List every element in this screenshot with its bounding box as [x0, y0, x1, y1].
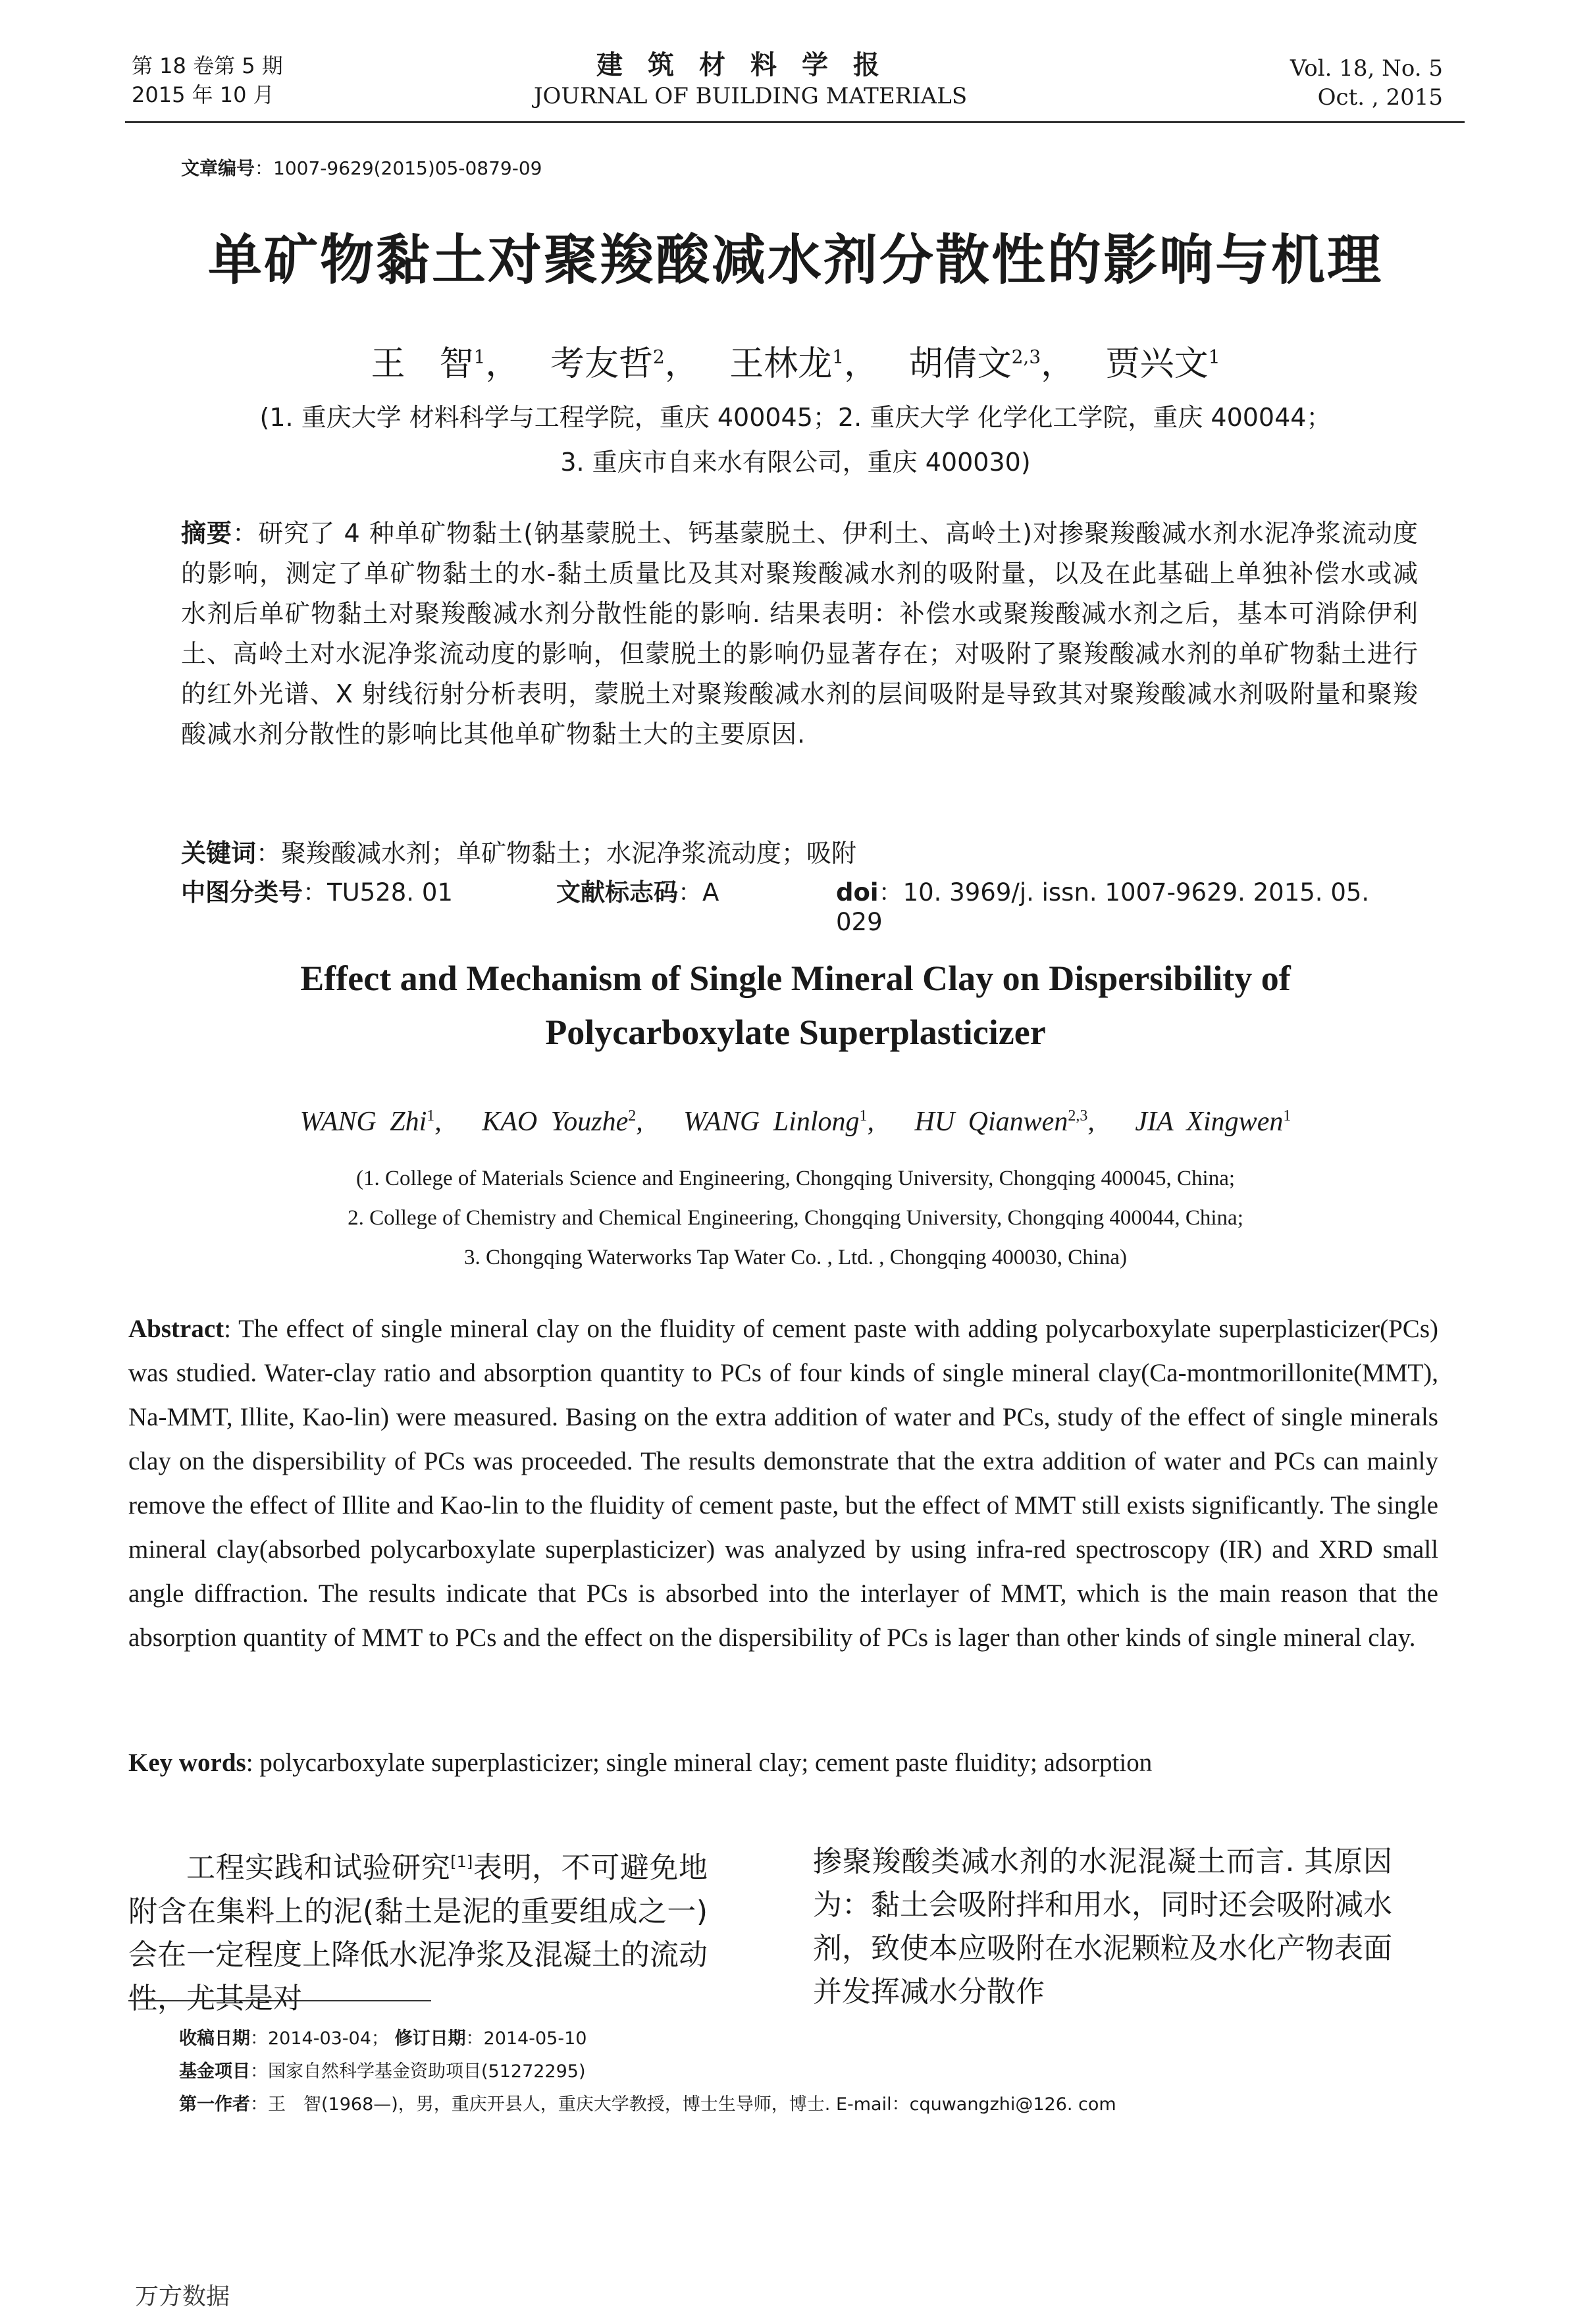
issue-info-en — [1290, 54, 1443, 112]
footnote-dates: 收稿日期：2014-03-04； 修订日期：2014-05-10 — [179, 2028, 587, 2049]
issue-info — [132, 51, 283, 109]
title-en-line: Effect and Mechanism of Single Mineral Clay on Dispersibility of — [300, 959, 1291, 998]
author-en: KAO Youzhe$^2$ — [482, 1107, 637, 1137]
body-column-right: 掺聚羧酸类减水剂的水泥混凝土而言. 其原因为：黏土会吸附拌和用水，同时还会吸附减水剂，致使本应吸附在水泥颗粒及水化产物表面并发挥减水分散作 — [813, 1845, 1392, 2009]
abstract-en-text: : The effect of single mineral clay on the fluidity of cement paste with adding polycarboxylate superplasticizer(PCs) was studied. Water-clay ratio and absorption quantity to PCs of four kinds of single mineral clay(Ca-montmorillonite(MMT), Na-MMT, Illite, Kao-lin) were measured. Basing on the extra addition of water and PCs, study of the effect of single minerals clay on the dispersibility of PCs was proceeded. The results demonstrate that the extra addition of water and PCs can mainly remove the effect of Illite and Kao-lin to the fluidity of cement paste, but the effect of MMT still exists significantly. The single mineral clay(absorbed polycarboxylate superplasticizer) was analyzed by using infra-red spectroscopy (IR) and XRD small angle diffraction. The results indicate that PCs is absorbed into the interlayer of MMT, which is the main reason that the absorption quantity of MMT to PCs and the effect on the dispersibility of PCs is lager than other kinds of single mineral clay. — [128, 1315, 1438, 1652]
document-code: 文献标志码：A — [556, 878, 719, 907]
abstract-cn — [181, 514, 1419, 754]
doi: doi：10. 3969/j. issn. 1007-9629. 2015. 05. 029 — [836, 878, 1370, 936]
affiliation-line: 2. College of Chemistry and Chemical Engineering, Chongqing University, Chongqing 400044, China; — [348, 1206, 1243, 1230]
affiliation-line: (1. 重庆大学 材料科学与工程学院，重庆 400045；2. 重庆大学 化学化工学院，重庆 400044； — [259, 403, 1332, 432]
keywords-en-text: : polycarboxylate superplasticizer; single mineral clay; cement paste fluidity; adsorption — [246, 1749, 1153, 1777]
affiliations-cn — [99, 395, 1492, 485]
keywords-cn-label: 关键词 — [181, 839, 257, 868]
author-en: WANG Zhi$^1$ — [300, 1107, 435, 1137]
abstract-cn-label: 摘要 — [181, 519, 233, 548]
authors-en: WANG Zhi$^1$, KAO Youzhe$^2$, WANG Linlong$^1$, HU Qianwen$^{2,3}$, JIA Xingwen$^1$ — [300, 1107, 1291, 1137]
article-number-value: ：1007-9629(2015)05-0879-09 — [255, 157, 542, 179]
header-divider — [125, 121, 1465, 123]
journal-name — [500, 49, 1001, 111]
issue-volume: 第 18 卷第 5 期 — [132, 53, 283, 78]
footnotes — [179, 2022, 1116, 2121]
author-en: HU Qianwen$^{2,3}$ — [914, 1107, 1088, 1137]
abstract-en-label: Abstract — [128, 1315, 224, 1343]
author-en: JIA Xingwen$^1$ — [1135, 1107, 1291, 1137]
issue-date: 2015 年 10 月 — [132, 82, 274, 107]
authors-cn: 王 智$^1$， 考友哲$^2$， 王林龙$^1$， 胡倩文$^{2,3}$， 贾兴文$^1$ — [371, 344, 1220, 384]
journal-name-cn: 建筑材料学报 — [596, 50, 904, 80]
author-cn: 王 智$^1$ — [371, 344, 486, 384]
clc-number: 中图分类号：TU528. 01 — [181, 878, 453, 907]
author-cn: 王林龙$^1$ — [729, 344, 845, 384]
affiliation-line: (1. College of Materials Science and Engineering, Chongqing University, Chongqing 400045, China; — [355, 1167, 1236, 1190]
keywords-cn-text: ：聚羧酸减水剂；单矿物黏土；水泥净浆流动度；吸附 — [256, 839, 857, 868]
article-number-label: 文章编号 — [181, 157, 255, 179]
citation-ref[interactable]: [1] — [450, 1853, 473, 1871]
abstract-cn-text: ：研究了 4 种单矿物黏土(钠基蒙脱土、钙基蒙脱土、伊利土、高岭土)对掺聚羧酸减水剂水泥净浆流动度的影响，测定了单矿物黏土的水-黏土质量比及其对聚羧酸减水剂的吸附量，以及在此基础上单独补偿水或减水剂后单矿物黏土对聚羧酸减水剂分散性能的影响. 结果表明：补偿水或聚羧酸减水剂之后，基本可消除伊利土、高岭土对水泥净浆流动度的影响，但蒙脱土的影响仍显著存在；对吸附了聚羧酸减水剂的单矿物黏土进行的红外光谱、X 射线衍射分析表明，蒙脱土对聚羧酸减水剂的层间吸附是导致其对聚羧酸减水剂吸附量和聚羧酸减水剂分散性的影响比其他单矿物黏土大的主要原因. — [181, 519, 1419, 749]
keywords-en — [128, 1748, 1152, 1778]
issue-date-en: Oct. , 2015 — [1317, 84, 1443, 111]
article-number — [181, 154, 542, 180]
footnote-fund: 基金项目：国家自然科学基金资助项目(51272295) — [179, 2061, 586, 2082]
title-cn: 单矿物黏土对聚羧酸减水剂分散性的影响与机理 — [207, 229, 1383, 292]
affiliations-en — [99, 1159, 1492, 1277]
issue-volume-en: Vol. 18, No. 5 — [1290, 55, 1443, 82]
author-en: WANG Linlong$^1$ — [683, 1107, 868, 1137]
watermark: 万方数据 — [135, 2283, 230, 2310]
author-cn: 贾兴文$^1$ — [1105, 344, 1220, 384]
body-column-left: 工程实践和试验研究[1]表明，不可避免地附含在集料上的泥(黏土是泥的重要组成之一)会在一定程度上降低水泥净浆及混凝土的流动性，尤其是对 — [128, 1851, 708, 2015]
title-en-line: Polycarboxylate Superplasticizer — [545, 1013, 1046, 1052]
journal-name-en: JOURNAL OF BUILDING MATERIALS — [533, 83, 968, 109]
author-cn: 胡倩文$^{2,3}$ — [908, 344, 1041, 384]
footnote-author: 第一作者：王 智(1968—)，男，重庆开县人，重庆大学教授，博士生导师，博士. E-mail：cquwangzhi@126. com — [179, 2094, 1116, 2115]
footnote-divider — [128, 2000, 431, 2001]
classification-row — [181, 872, 1419, 936]
author-cn: 考友哲$^2$ — [550, 344, 665, 384]
affiliation-line: 3. Chongqing Waterworks Tap Water Co. , Ltd. , Chongqing 400030, China) — [463, 1246, 1128, 1269]
title-en — [99, 951, 1492, 1059]
keywords-cn — [181, 833, 856, 869]
keywords-en-label: Key words — [128, 1749, 246, 1777]
abstract-en — [128, 1307, 1438, 1660]
affiliation-line: 3. 重庆市自来水有限公司，重庆 400030) — [560, 448, 1031, 477]
